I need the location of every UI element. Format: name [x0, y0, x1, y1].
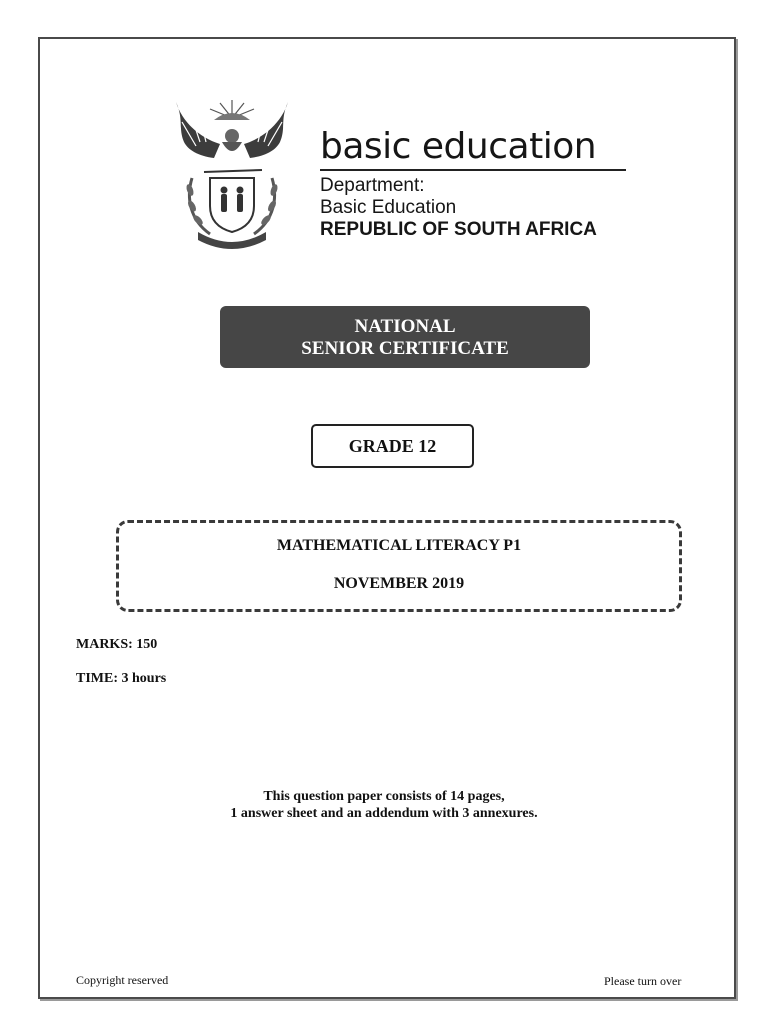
exam-info-box	[116, 520, 682, 612]
department-name: Basic Education	[320, 197, 457, 218]
certificate-line-2: SENIOR CERTIFICATE	[301, 338, 509, 359]
grade-label: GRADE 12	[311, 424, 474, 468]
brand-title: basic education	[320, 126, 597, 167]
certificate-line-1: NATIONAL	[354, 316, 456, 337]
country-name: REPUBLIC OF SOUTH AFRICA	[320, 219, 597, 240]
exam-session: NOVEMBER 2019	[333, 575, 465, 592]
department-block	[320, 175, 597, 241]
paper-note-line-1: This question paper consists of 14 pages,	[263, 789, 505, 804]
copyright-footer: Copyright reserved	[76, 973, 169, 987]
exam-subject: MATHEMATICAL LITERACY P1	[276, 537, 522, 554]
turn-over-footer: Please turn over	[604, 974, 682, 988]
coat-of-arms-icon	[170, 98, 294, 250]
paper-note	[0, 788, 768, 822]
department-label: Department:	[320, 175, 425, 196]
marks-label: MARKS: 150	[76, 637, 158, 652]
time-label: TIME: 3 hours	[76, 671, 167, 686]
brand-underline	[320, 169, 626, 171]
paper-note-line-2: 1 answer sheet and an addendum with 3 annexures.	[230, 806, 538, 821]
certificate-banner	[220, 306, 590, 368]
